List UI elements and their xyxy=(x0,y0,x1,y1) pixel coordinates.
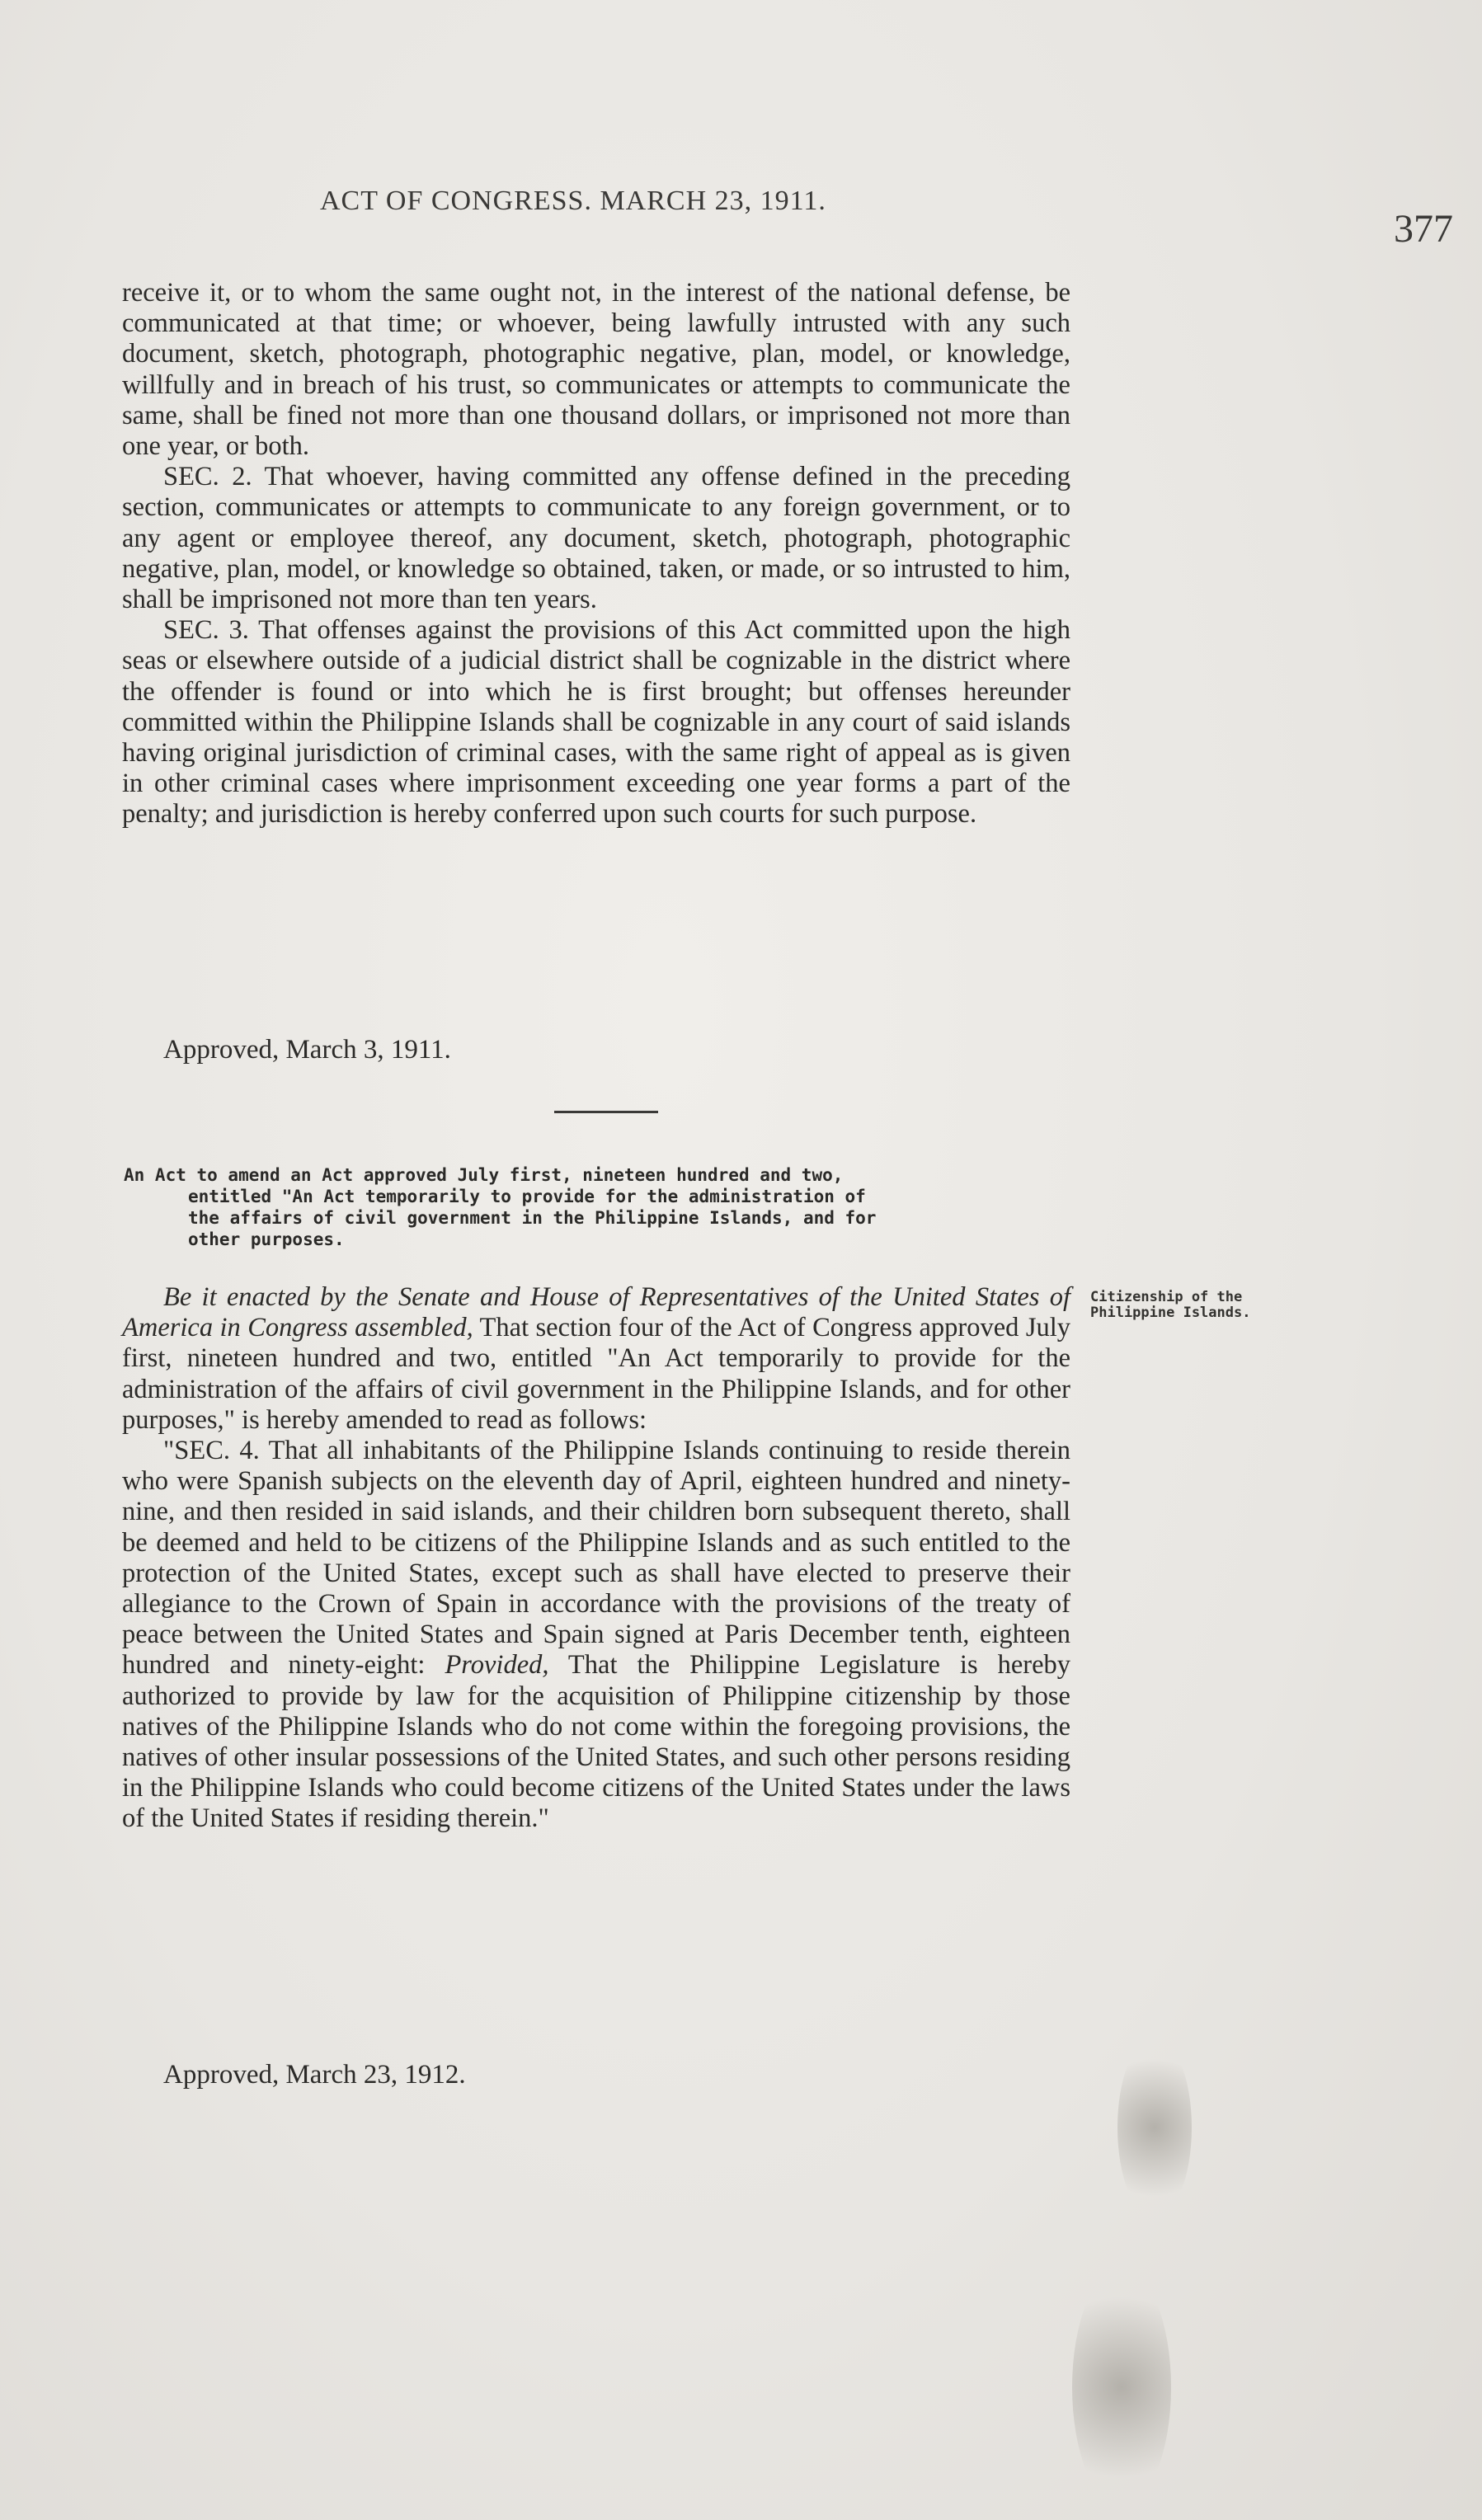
margin-sidenote xyxy=(1090,1290,1338,1321)
page-stain xyxy=(1072,2268,1171,2507)
sidenote-line-2: Philippine Islands. xyxy=(1090,1305,1251,1321)
page-stain xyxy=(1117,2037,1192,2218)
section-2-label: SEC. 2. xyxy=(163,462,252,492)
section-4-text-b: That the Philippine Legislature is hereby authorized to provide by law for the acquisition of Philippine citizenship by those natives of the Philippine Islands who do not come within the foregoing provisions, the natives of other insular possessions of the United States, and such other persons residing in the Philippine Islands who could become citizens of the United States under the laws of the United States if residing therein." xyxy=(122,1650,1071,1834)
section-3-text: That offenses against the provisions of this Act committed upon the high seas or elsewhere outside of a judicial district shall be cognizable in the district where the offender is found or into which he is first brought; but offenses hereunder committed within the Philippine Islands shall be cognizable in any court of said islands having original jurisdiction of criminal cases, with the same right of appeal as is given in other criminal cases where imprisonment exceeding one year forms a part of the penalty; and jurisdiction is hereby conferred upon such courts for such purpose. xyxy=(122,615,1070,830)
second-act-approved: Approved, March 23, 1912. xyxy=(163,2060,466,2090)
act-title-line-2: entitled "An Act temporarily to provide for the administration of xyxy=(188,1187,866,1206)
section-2-text: That whoever, having committed any offense defined in the preceding section, communicates or attempts to communicate to any foreign government, or to any agent or employee thereof, any document, sketch, photograph, photographic negative, plan, model, or knowledge so obtained, taken, or made, or so intrusted to him, shall be imprisoned not more than ten years. xyxy=(122,462,1070,615)
second-act-title xyxy=(124,1164,1089,1250)
act-title-line-4: other purposes. xyxy=(188,1229,345,1249)
enacting-clause: Be it enacted by the Senate and House of Representatives of the United States of America in Congress assembled, xyxy=(122,1282,1070,1343)
enacting-paragraph xyxy=(122,1282,1070,1436)
act-title-line-3: the affairs of civil government in the Philippine Islands, and for xyxy=(188,1208,877,1228)
running-head: ACT OF CONGRESS. MARCH 23, 1911. xyxy=(320,186,826,216)
act-title-line-1: An Act to amend an Act approved July first, nineteen hundred and two, xyxy=(124,1165,844,1185)
first-act-paragraph-1: receive it, or to whom the same ought not, in the interest of the national defense, be communicated at that time; or whoever, being lawfully intrusted with any such document, sketch, photograph, photographic negative, plan, model, or knowledge, willfully and in breach of his trust, so communicates or attempts to communicate the same, shall be fined not more than one thousand dollars, or imprisoned not more than one year, or both. xyxy=(122,278,1070,462)
section-4-label: "SEC. 4. xyxy=(163,1436,260,1466)
first-act-approved: Approved, March 3, 1911. xyxy=(163,1035,451,1065)
enacting-paragraph-text: That section four of the Act of Congress approved July first, nineteen hundred and two, entitled "An Act temporarily to provide for the administration of the affairs of civil government in the Philippine Islands, and for other purposes," is hereby amended to read as follows: xyxy=(122,1313,1071,1435)
section-4-text-a: That all inhabitants of the Philippine Islands continuing to reside therein who were Spanish subjects on the eleventh day of April, eighteen hundred and ninety-nine, and then resided in said islands, and their children born subsequent thereto, shall be deemed and held to be citizens of the Philippine Islands and as such entitled to the protection of the United States, except such as shall have elected to preserve their allegiance to the Crown of Spain in accordance with the provisions of the treaty of peace between the United States and Spain signed at Paris December tenth, eighteen hundred and ninety-eight: xyxy=(122,1436,1070,1681)
sidenote-line-1: Citizenship of the xyxy=(1090,1289,1243,1305)
section-3-label: SEC. 3. xyxy=(163,615,249,646)
section-3-paragraph xyxy=(122,615,1070,830)
section-2-paragraph xyxy=(122,462,1070,615)
first-act-body xyxy=(122,278,1070,830)
second-act-body xyxy=(122,1282,1070,1835)
section-4-paragraph xyxy=(122,1436,1070,1835)
page-number: 377 xyxy=(1394,207,1453,251)
provided-word: Provided, xyxy=(445,1650,549,1681)
section-divider-rule xyxy=(554,1111,658,1113)
